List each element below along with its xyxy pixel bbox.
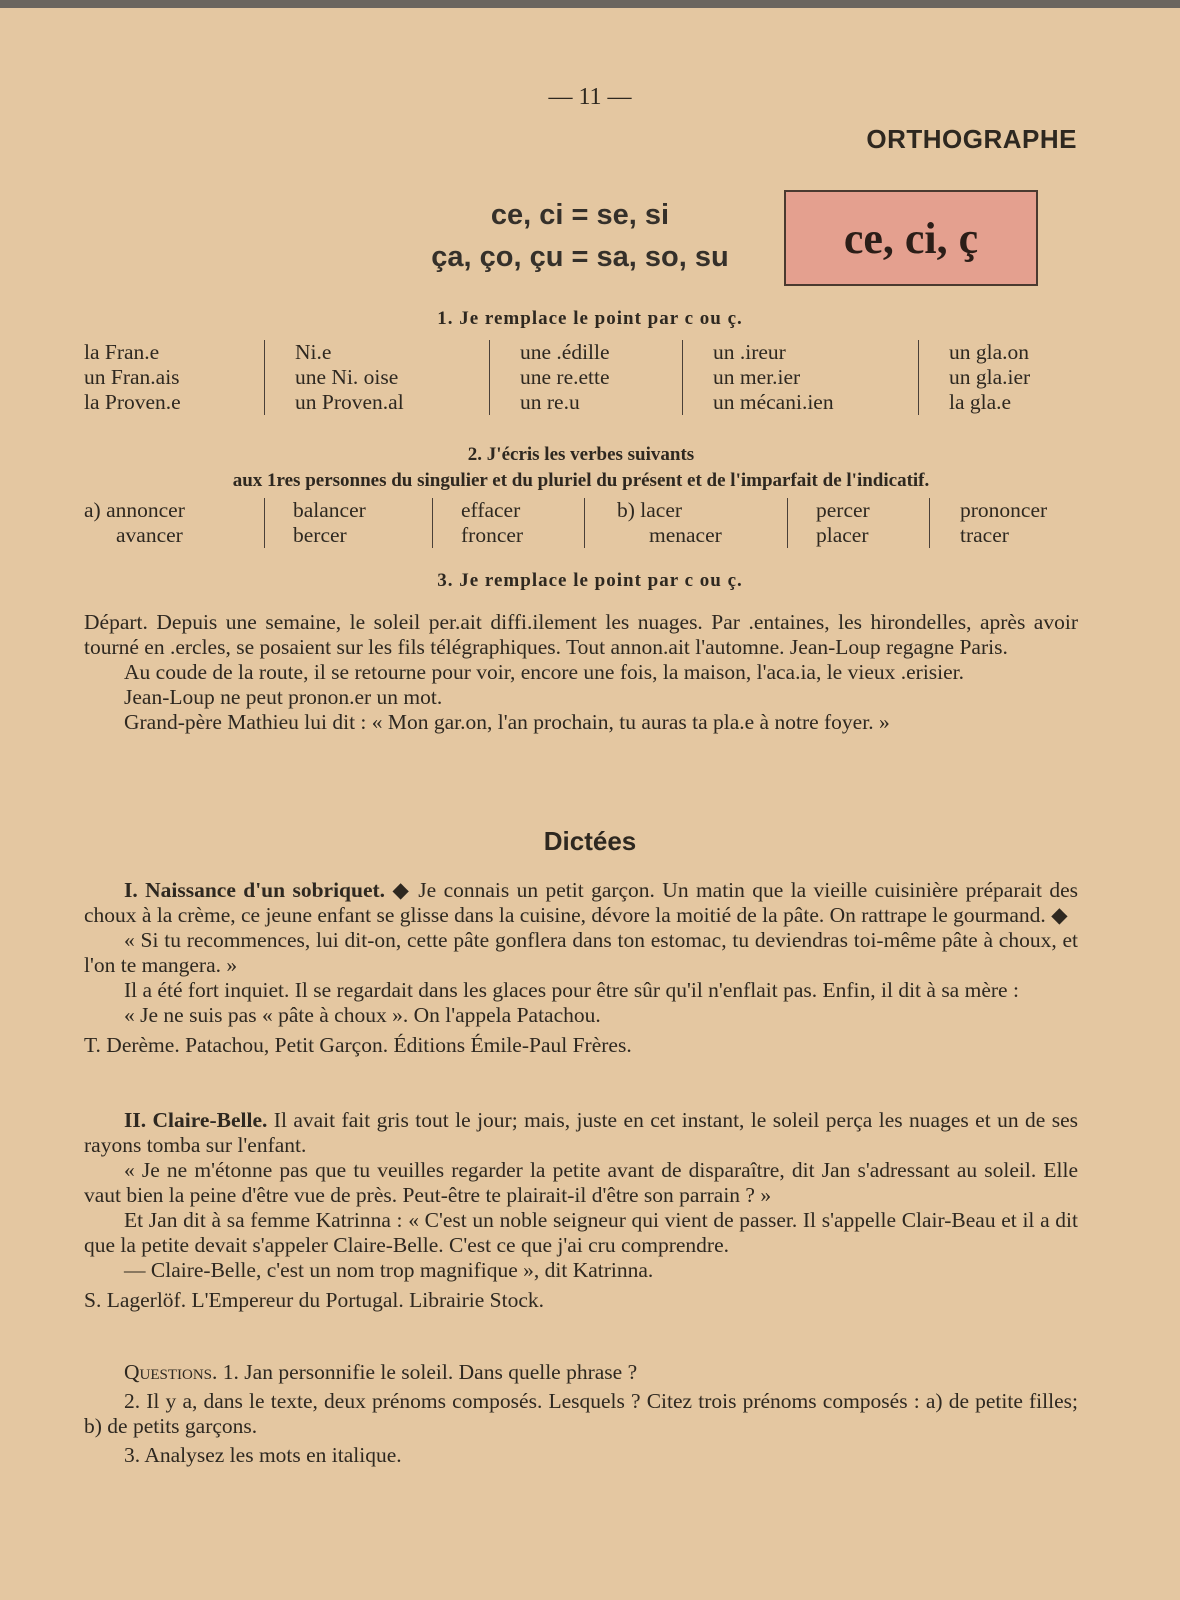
exercise-1-grid — [84, 340, 1078, 415]
paragraph: Et Jan dit à sa femme Katrinna : « C'est un noble seigneur qui vient de passer. Il s'appelle Clair-Beau et il a dit que la petite devait s'appeler Claire-Belle. C'est ce que j'ai cru comprendre. — [84, 1208, 1078, 1257]
ex2-column — [432, 498, 584, 548]
verb: bercer — [293, 523, 347, 547]
ex1-column — [682, 340, 918, 415]
dictee-1-source: T. Derème. Patachou, Petit Garçon. Éditions Émile-Paul Frères. — [84, 1033, 632, 1057]
word: une re.ette — [520, 365, 610, 389]
dictee-1 — [84, 878, 1078, 1058]
question: 1. Jan personnifie le soleil. Dans quelle phrase ? — [222, 1360, 638, 1384]
ex1-column — [84, 340, 264, 415]
word: un gla.on — [949, 340, 1030, 364]
word: une .édille — [520, 340, 610, 364]
ex1-column — [264, 340, 489, 415]
dictee-2-title: II. Claire-Belle. — [124, 1108, 268, 1132]
verb: percer — [816, 498, 870, 522]
paragraph: « Si tu recommences, lui dit-on, cette pâte gonflera dans ton estomac, tu deviendras toi-même pâte à choux, et l'on te mangera. » — [84, 928, 1078, 977]
word: un gla.ier — [949, 365, 1031, 389]
dictee-1-title: I. Naissance d'un sobriquet. — [124, 878, 386, 902]
verb: tracer — [960, 523, 1009, 547]
rule-line-1: ce, ci = se, si — [490, 199, 670, 231]
page-number: — 11 — — [548, 84, 632, 110]
dictee-2 — [84, 1108, 1078, 1313]
questions-label: Questions. — [124, 1360, 218, 1384]
exercise-1-title: 1. Je remplace le point par c ou ç. — [437, 308, 743, 329]
word: la Proven.e — [84, 390, 181, 414]
ex2-column — [264, 498, 432, 548]
question: 3. Analysez les mots en italique. — [124, 1443, 402, 1467]
exercise-2-grid — [84, 498, 1078, 548]
ex2-column — [584, 498, 787, 548]
word: un mécani.ien — [713, 390, 834, 414]
section-title: ORTHOGRAPHE — [866, 124, 1077, 154]
verb: prononcer — [960, 498, 1048, 522]
verb: placer — [816, 523, 869, 547]
questions — [84, 1360, 1078, 1468]
exercise-2-title — [84, 442, 1078, 494]
dictees-title: Dictées — [543, 826, 637, 856]
paragraph: « Je ne suis pas « pâte à choux ». On l'appela Patachou. — [124, 1003, 601, 1027]
word: un Proven.al — [295, 390, 404, 414]
word: Ni.e — [295, 340, 332, 364]
rule-box: ce, ci, ç — [784, 190, 1038, 286]
paragraph: Il avait fait gris tout le jour; mais, juste en cet instant, le soleil perça les nuages et un de ses rayons tomba sur l'enfant. — [84, 1108, 1078, 1157]
paragraph: ◆ Je connais un petit garçon. Un matin que la vieille cuisinière préparait des choux à la crème, ce jeune enfant se glisse dans la cuisine, dévore la moitié de la pâte. On rattrape le gourmand. ◆ — [84, 878, 1079, 927]
exercise-3-title: 3. Je remplace le point par c ou ç. — [437, 570, 743, 591]
word: la gla.e — [949, 390, 1012, 414]
verb: menacer — [649, 523, 722, 547]
exercise-2-title-line-1: 2. J'écris les verbes suivants — [467, 444, 695, 465]
word: une Ni. oise — [295, 365, 399, 389]
verb: avancer — [116, 523, 183, 547]
exercise-2-title-line-2: aux 1res personnes du singulier et du pluriel du présent et de l'imparfait de l'indicatif. — [232, 470, 930, 491]
spelling-rule — [420, 194, 740, 278]
paragraph: « Je ne m'étonne pas que tu veuilles regarder la petite avant de disparaître, dit Jan s'adressant au soleil. Elle vaut bien la peine d'être vue de près. Peut-être te plairait-il d'être son parrain ? » — [84, 1158, 1078, 1207]
word: un mer.ier — [713, 365, 801, 389]
exercise-3-text — [84, 610, 1078, 735]
rule-line-2: ça, ço, çu = sa, so, su — [431, 241, 729, 273]
ex1-column — [489, 340, 682, 415]
verb: effacer — [461, 498, 521, 522]
paragraph: — Claire-Belle, c'est un nom trop magnifique », dit Katrinna. — [124, 1258, 654, 1282]
word: un Fran.ais — [84, 365, 180, 389]
verb: b) lacer — [617, 498, 683, 522]
paragraph: Jean-Loup ne peut pronon.er un mot. — [124, 685, 443, 709]
word: la Fran.e — [84, 340, 160, 364]
word: un .ireur — [713, 340, 786, 364]
ex1-column — [918, 340, 1078, 415]
paragraph: Grand-père Mathieu lui dit : « Mon gar.on, l'an prochain, tu auras ta pla.e à notre foyer. » — [124, 710, 890, 734]
ex2-column — [929, 498, 1078, 548]
verb: balancer — [293, 498, 366, 522]
paragraph: Départ. Depuis une semaine, le soleil per.ait diffi.ilement les nuages. Par .entaines, les hirondelles, après avoir tourné en .ercles, se posaient sur les fils télégraphiques. Tout annon.ait l'automne. Jean-Loup regagne Paris. — [84, 610, 1078, 659]
question: 2. Il y a, dans le texte, deux prénoms composés. Lesquels ? Citez trois prénoms composés : a) de petite filles; b) de petits garçons. — [84, 1389, 1078, 1438]
dictee-2-source: S. Lagerlöf. L'Empereur du Portugal. Librairie Stock. — [84, 1288, 545, 1312]
paragraph: Il a été fort inquiet. Il se regardait dans les glaces pour être sûr qu'il n'enflait pas. Enfin, il dit à sa mère : — [124, 978, 1019, 1002]
verb: a) annoncer — [84, 498, 185, 522]
word: un re.u — [520, 390, 580, 414]
ex2-column — [84, 498, 264, 548]
verb: froncer — [461, 523, 524, 547]
paragraph: Au coude de la route, il se retourne pour voir, encore une fois, la maison, l'aca.ia, le vieux .erisier. — [124, 660, 965, 684]
ex2-column — [787, 498, 929, 548]
